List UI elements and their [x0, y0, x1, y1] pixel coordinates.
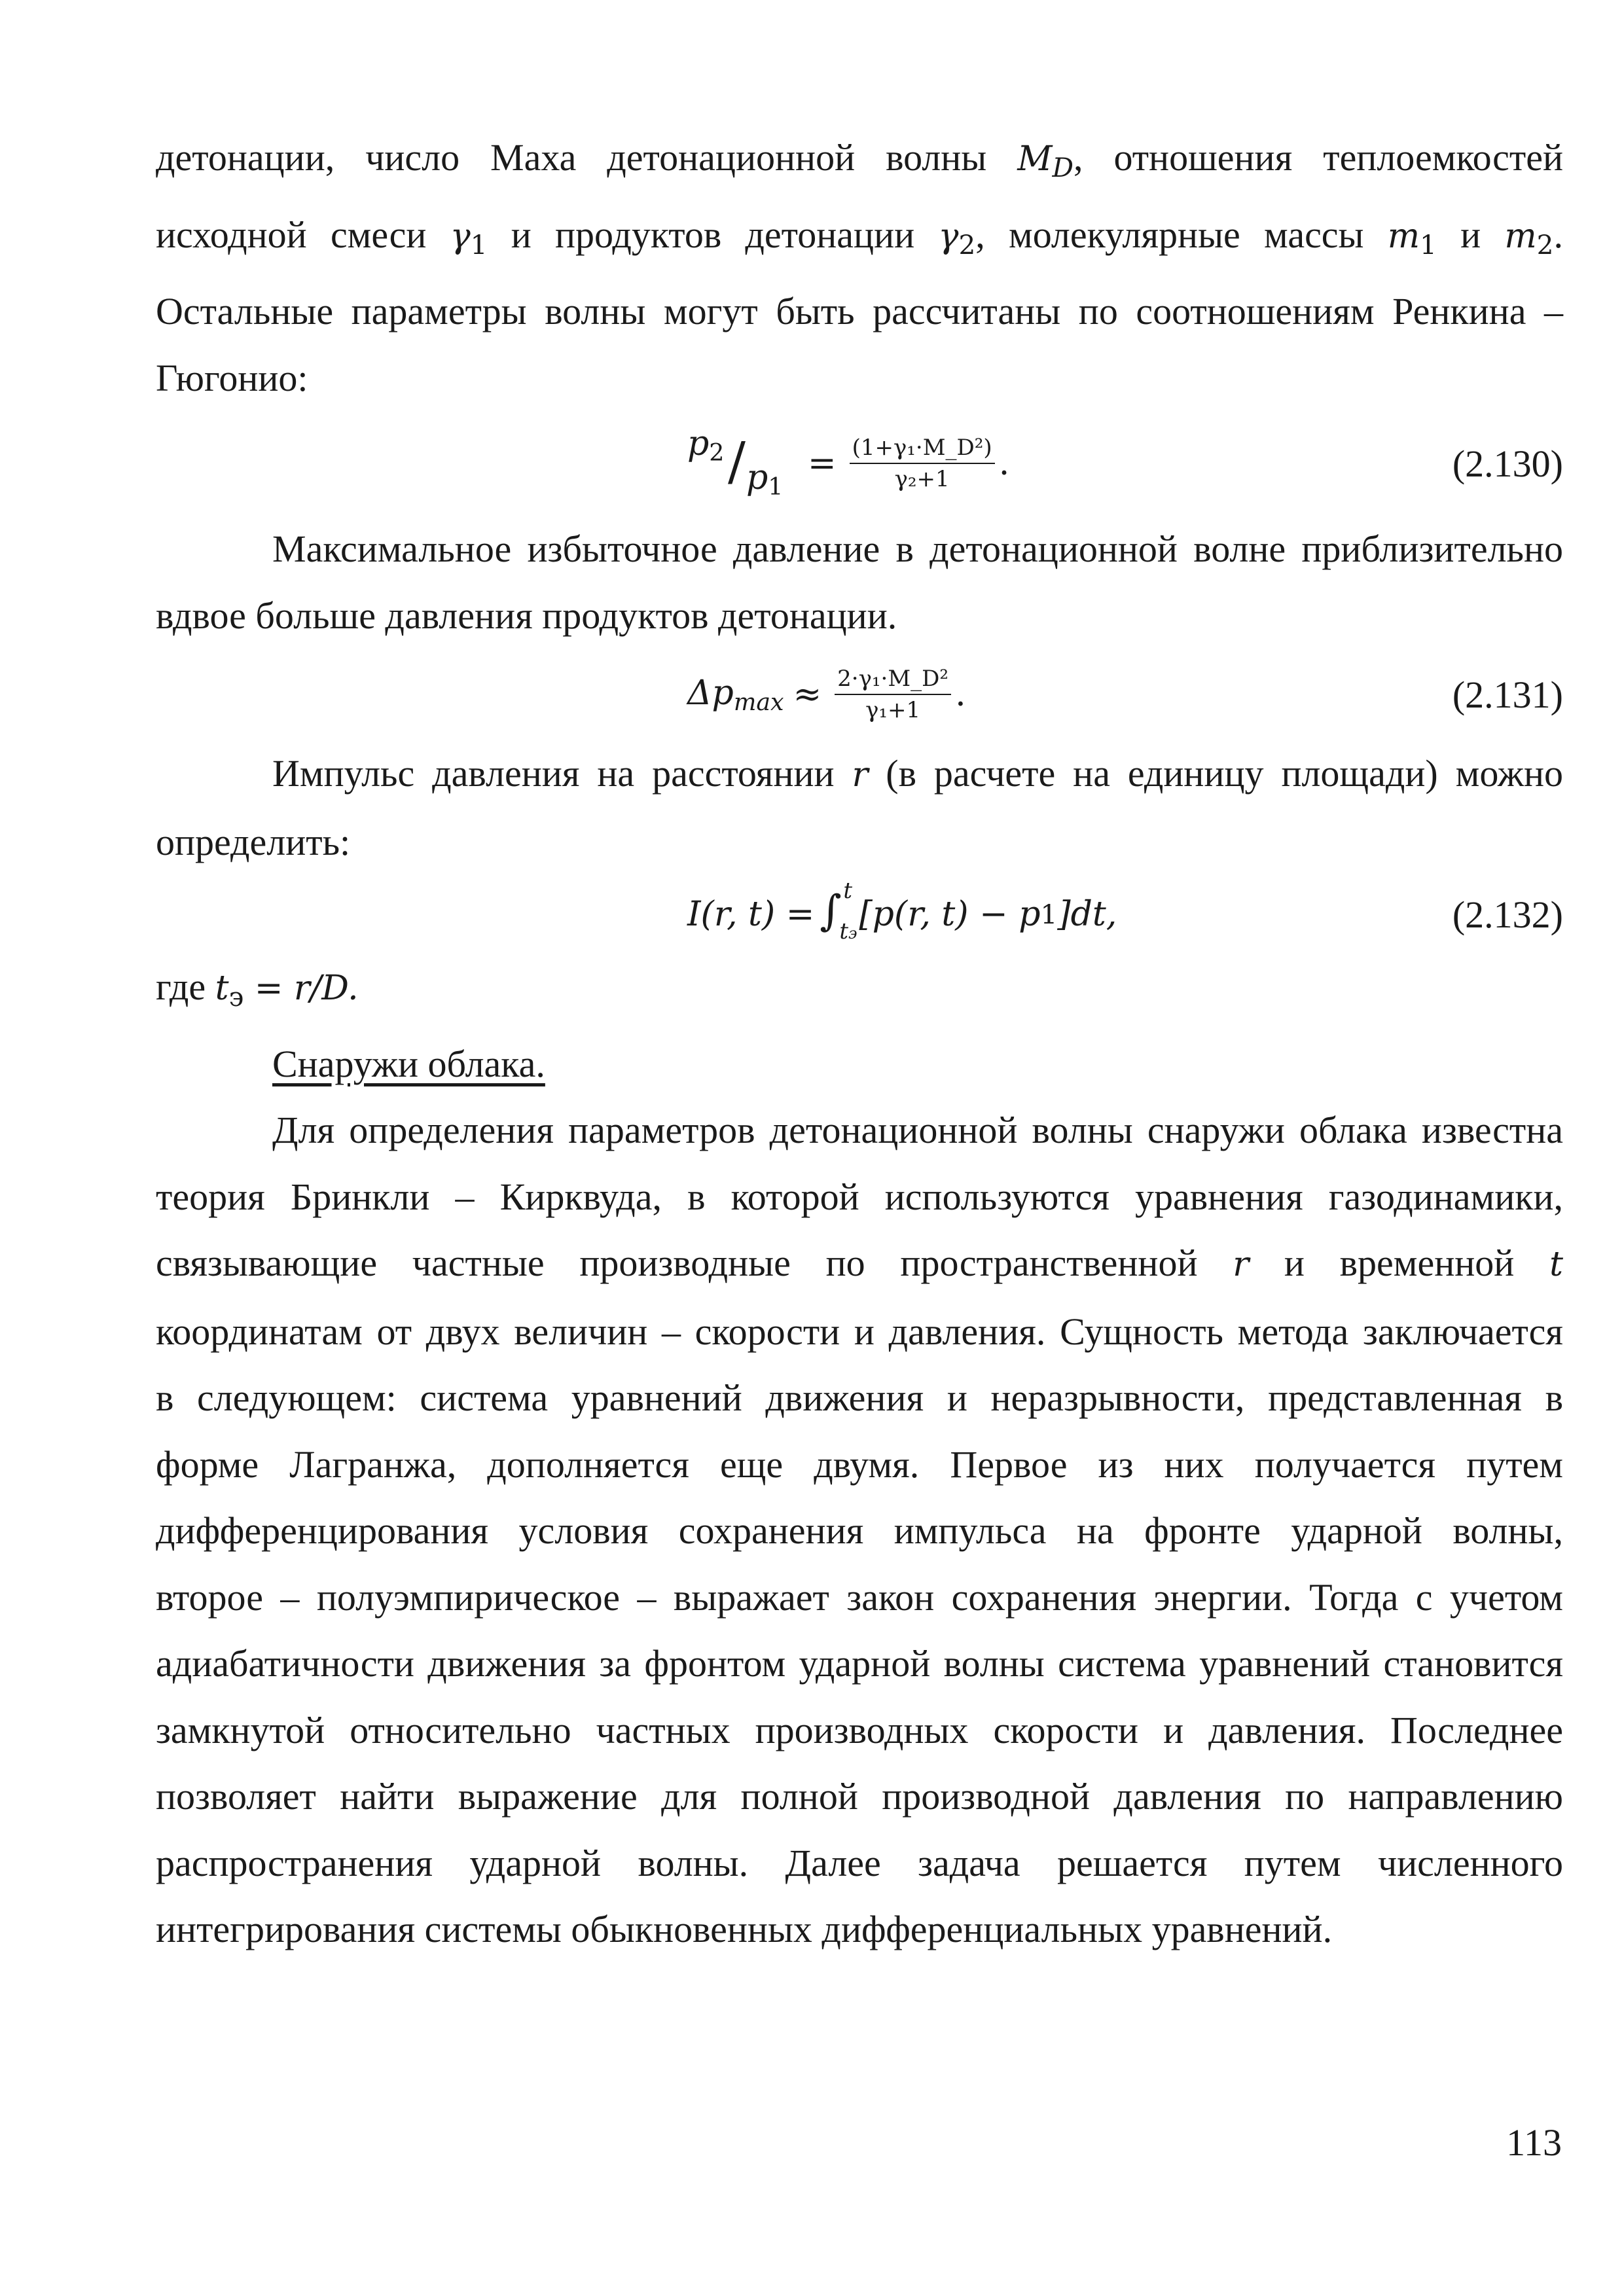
text-line: Для определения параметров детонационной волны снаружи облака известна [272, 1109, 1563, 1152]
equation-number: (2.132) [1452, 893, 1563, 936]
text-line: интегрирования системы обыкновенных дифференциальных уравнений. [156, 1908, 1333, 1951]
text-line: теория Бринкли – Кирквуда, в которой используются уравнения газодинамики, [156, 1175, 1563, 1218]
text-line: детонации, число Маха детонационной волны MD, отношения теплоемкостей [156, 136, 1563, 184]
text-line: исходной смеси $\gamma_1$ и продуктов детонации $\gamma_2$, молекулярные массы $m_1$ и $m_2$. [156, 213, 1563, 260]
text-line: связывающие частные производные по пространственной r и временной t [156, 1242, 1564, 1285]
formula-2-131 [156, 649, 1563, 740]
text-line: вдвое больше давления продуктов детонации. [156, 594, 897, 637]
formula-2-130 [156, 411, 1563, 516]
equation-number: (2.131) [1452, 673, 1563, 716]
page-content [156, 124, 1563, 1963]
text-line: замкнутой относительно частных производных скорости и давления. Последнее [156, 1708, 1563, 1751]
formula-expression: $p_2$ / $p_1$ = $\frac{\text{(1+γ₁·M\_D²)}}{\text{γ₂+1}}$ . [687, 411, 1009, 516]
formula-expression: Δpmax ≈ $\frac{\text{2·γ₁·M\_D²}}{\text{γ₁+1}}$ . [687, 649, 966, 740]
text-line: координатам от двух величин – скорости и давления. Сущность метода заключается [156, 1310, 1563, 1353]
text-line: дифференцирования условия сохранения импульса на фронте ударной волны, [156, 1509, 1563, 1552]
fraction: $\frac{\text{2·γ₁·M\_D²}}{\text{γ₁+1}}$ [835, 664, 951, 725]
text-line: адиабатичности движения за фронтом ударной волны система уравнений становится [156, 1642, 1563, 1685]
text-line: Остальные параметры волны могут быть рассчитаны по соотношениям Ренкина – [156, 290, 1563, 333]
integral-sign: ∫ t tэ [820, 878, 857, 945]
pressure-ratio: $p_2$ / $p_1$ [687, 424, 784, 501]
equation-number: (2.130) [1452, 442, 1563, 485]
fraction: $\frac{\text{(1+γ₁·M\_D²)}}{\text{γ₂+1}}$ [850, 433, 995, 494]
text-line: распространения ударной волны. Далее задача решается путем численного [156, 1841, 1563, 1884]
text-line: определить: [156, 820, 351, 863]
text-line: позволяет найти выражение для полной производной давления по направлению [156, 1775, 1563, 1818]
formula-expression: I(r, t) = ∫ t tэ [p(r, t) − p 1 ]dt, [687, 875, 1117, 954]
text-line: в следующем: система уравнений движения и неразрывности, представленная в [156, 1376, 1563, 1420]
text-line: Импульс давления на расстоянии r (в расчете на единицу площади) можно [272, 752, 1563, 795]
page-number: 113 [1506, 2121, 1562, 2164]
subheading: Снаружи облака. [272, 1042, 545, 1085]
text-line: Гюгонио: [156, 356, 308, 399]
text-line: форме Лагранжа, дополняется еще двумя. Первое из них получается путем [156, 1443, 1563, 1486]
formula-2-132 [156, 875, 1563, 954]
text-line: второе – полуэмпирическое – выражает закон сохранения энергии. Тогда с учетом [156, 1575, 1563, 1619]
text-line: Максимальное избыточное давление в детонационной волне приблизительно [272, 528, 1563, 571]
text-line: где $t_э = r/D$. [156, 965, 359, 1013]
